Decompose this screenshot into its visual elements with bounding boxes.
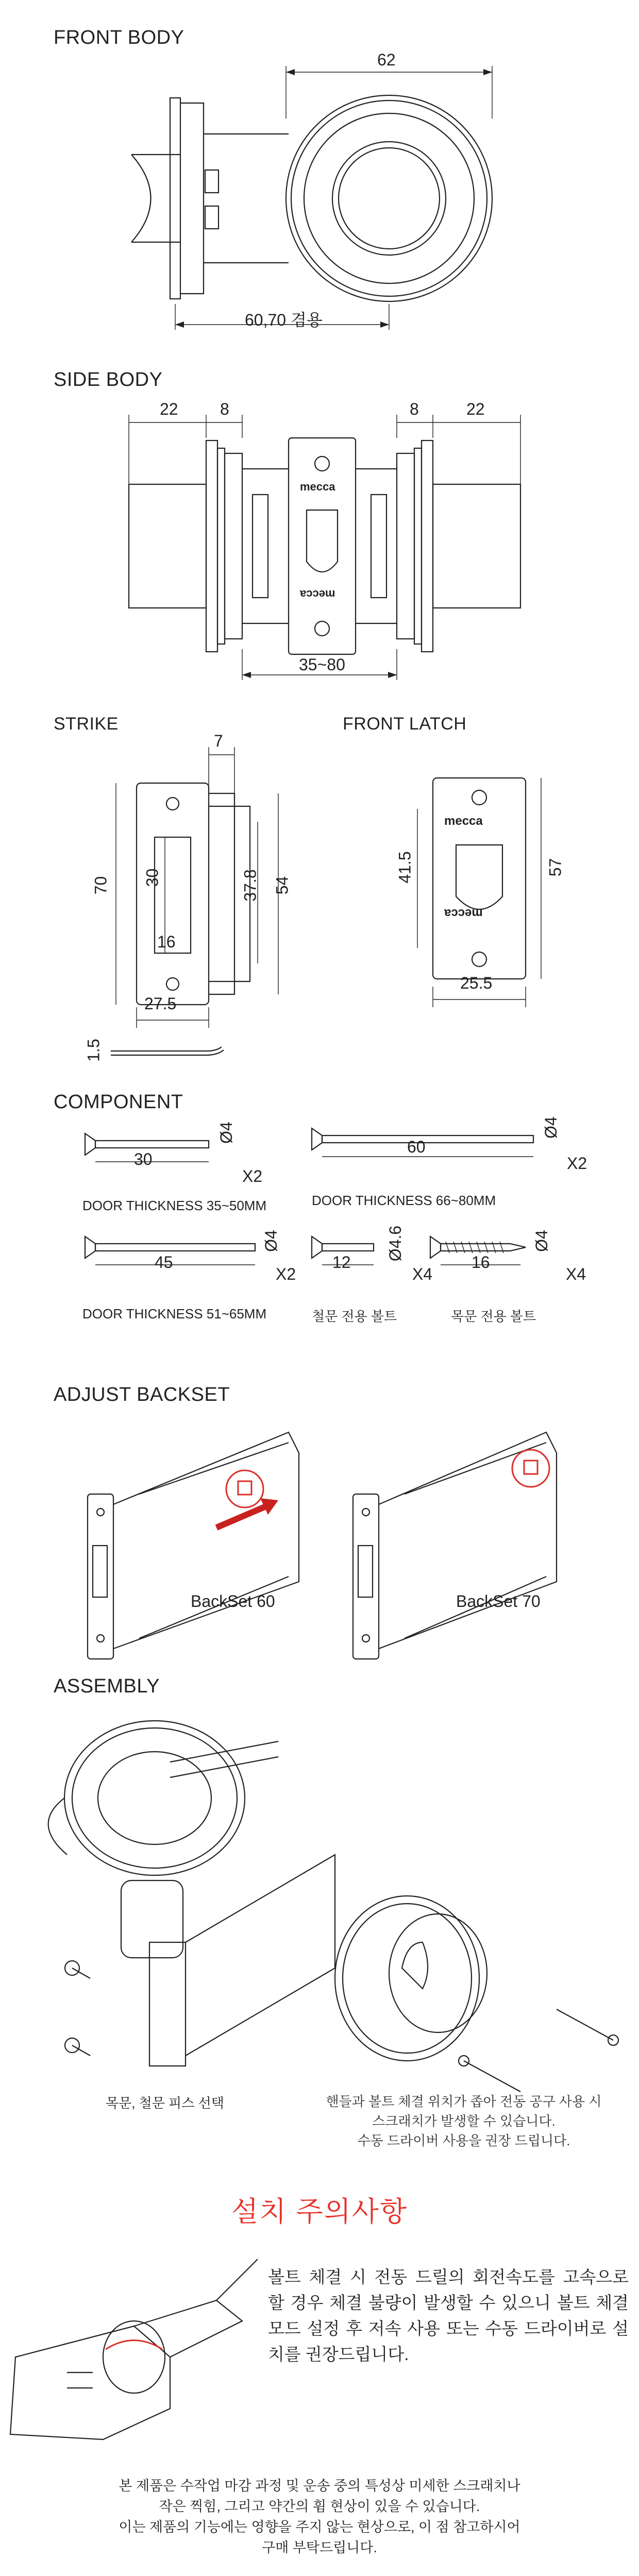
comp-5-diameter: Ø4 — [532, 1230, 551, 1252]
strike-dim-37-8: 37.8 — [241, 869, 260, 902]
component-title: COMPONENT — [54, 1091, 183, 1113]
backset-70-label: BackSet 70 — [456, 1592, 541, 1611]
side-dim-left-22: 22 — [160, 400, 178, 418]
front-body-drawing — [0, 0, 639, 361]
side-body-title: SIDE BODY — [54, 369, 163, 391]
strike-title: STRIKE — [54, 714, 119, 734]
warning-text: 볼트 체결 시 전동 드릴의 회전속도를 고속으로 할 경우 체결 불량이 발생할 수 있으니 볼트 체결 모드 설정 후 저속 사용 또는 수동 드라이버로 설치를 권장드립니다. — [268, 2267, 629, 2364]
footer-line2: 작은 찍힘, 그리고 약간의 휨 현상이 있을 수 있습니다. — [159, 2499, 480, 2514]
latch-logo-bottom: mecca — [444, 906, 483, 920]
comp-4-diameter: Ø4.6 — [386, 1225, 405, 1262]
side-body-drawing — [0, 392, 639, 701]
front-latch-title: FRONT LATCH — [343, 714, 467, 734]
strike-dim-16: 16 — [157, 933, 176, 951]
strike-dim-1-5: 1.5 — [84, 1039, 103, 1062]
footer-line1: 본 제품은 수작업 마감 과정 및 운송 중의 특성상 미세한 스크래치나 — [119, 2478, 520, 2494]
latch-logo-top: mecca — [444, 814, 483, 828]
adjust-backset-title: ADJUST BACKSET — [54, 1384, 230, 1405]
footer-line3: 이는 제품의 기능에는 영향을 주지 않는 현상으로, 이 점 참고하시어 — [119, 2519, 520, 2535]
comp-2-qty: X2 — [567, 1154, 587, 1173]
comp-4-caption: 철문 전용 볼트 — [312, 1309, 397, 1324]
comp-1-diameter: Ø4 — [216, 1122, 236, 1144]
strike-dim-7: 7 — [214, 732, 223, 750]
strike-dim-70: 70 — [91, 876, 110, 895]
comp-5-qty: X4 — [566, 1265, 586, 1283]
side-dim-thickness: 35~80 — [299, 655, 345, 674]
assembly-caption-left: 목문, 철문 피스 선택 — [106, 2095, 224, 2111]
comp-1-caption: DOOR THICKNESS 35~50MM — [82, 1198, 267, 1213]
drill-illustration — [0, 2239, 268, 2455]
comp-4-qty: X4 — [412, 1265, 433, 1283]
strike-dim-27-5: 27.5 — [144, 994, 177, 1013]
latch-dim-41-5: 41.5 — [395, 851, 414, 884]
latch-dim-57: 57 — [546, 858, 565, 877]
front-body-dim-62: 62 — [377, 50, 396, 69]
comp-2-caption: DOOR THICKNESS 66~80MM — [312, 1193, 496, 1208]
side-dim-left-8: 8 — [220, 400, 229, 418]
warning-title: 설치 주의사항 — [231, 2196, 408, 2227]
assembly-caption-right — [320, 2092, 608, 2150]
assembly-caption-right-line1: 핸들과 볼트 체결 위치가 좁아 전동 공구 사용 시 — [326, 2094, 602, 2109]
side-dim-right-8: 8 — [410, 400, 419, 418]
latch-dim-25-5: 25.5 — [460, 974, 493, 992]
comp-3-diameter: Ø4 — [261, 1230, 280, 1252]
assembly-drawing — [0, 1700, 639, 2061]
comp-5-caption: 목문 전용 볼트 — [451, 1309, 536, 1324]
footer-notice — [0, 2476, 639, 2558]
front-body-dim-backset: 60,70 겸용 — [245, 311, 323, 329]
assembly-caption-right-line2: 스크래치가 발생할 수 있습니다. — [372, 2113, 556, 2129]
assembly-caption-right-line3: 수동 드라이버 사용을 권장 드립니다. — [357, 2133, 570, 2148]
comp-1-length: 30 — [134, 1150, 153, 1168]
comp-1-qty: X2 — [242, 1167, 263, 1185]
front-body-title: FRONT BODY — [54, 27, 184, 48]
strike-dim-30: 30 — [143, 868, 162, 887]
side-logo-top: mecca — [300, 480, 335, 493]
front-latch-drawing — [0, 732, 639, 1041]
comp-3-caption: DOOR THICKNESS 51~65MM — [82, 1306, 267, 1321]
comp-4-length: 12 — [332, 1253, 351, 1272]
side-dim-right-22: 22 — [466, 400, 485, 418]
assembly-title: ASSEMBLY — [54, 1675, 160, 1697]
comp-3-length: 45 — [155, 1253, 173, 1272]
comp-2-diameter: Ø4 — [541, 1116, 560, 1139]
adjust-backset-drawing — [0, 1412, 639, 1669]
backset-60-label: BackSet 60 — [191, 1592, 275, 1611]
footer-line4: 구매 부탁드립니다. — [262, 2540, 377, 2555]
comp-5-length: 16 — [472, 1253, 490, 1272]
side-logo-bottom: mecca — [300, 588, 335, 601]
comp-2-length: 60 — [407, 1138, 426, 1156]
comp-3-qty: X2 — [276, 1265, 296, 1283]
strike-dim-54: 54 — [273, 876, 292, 895]
